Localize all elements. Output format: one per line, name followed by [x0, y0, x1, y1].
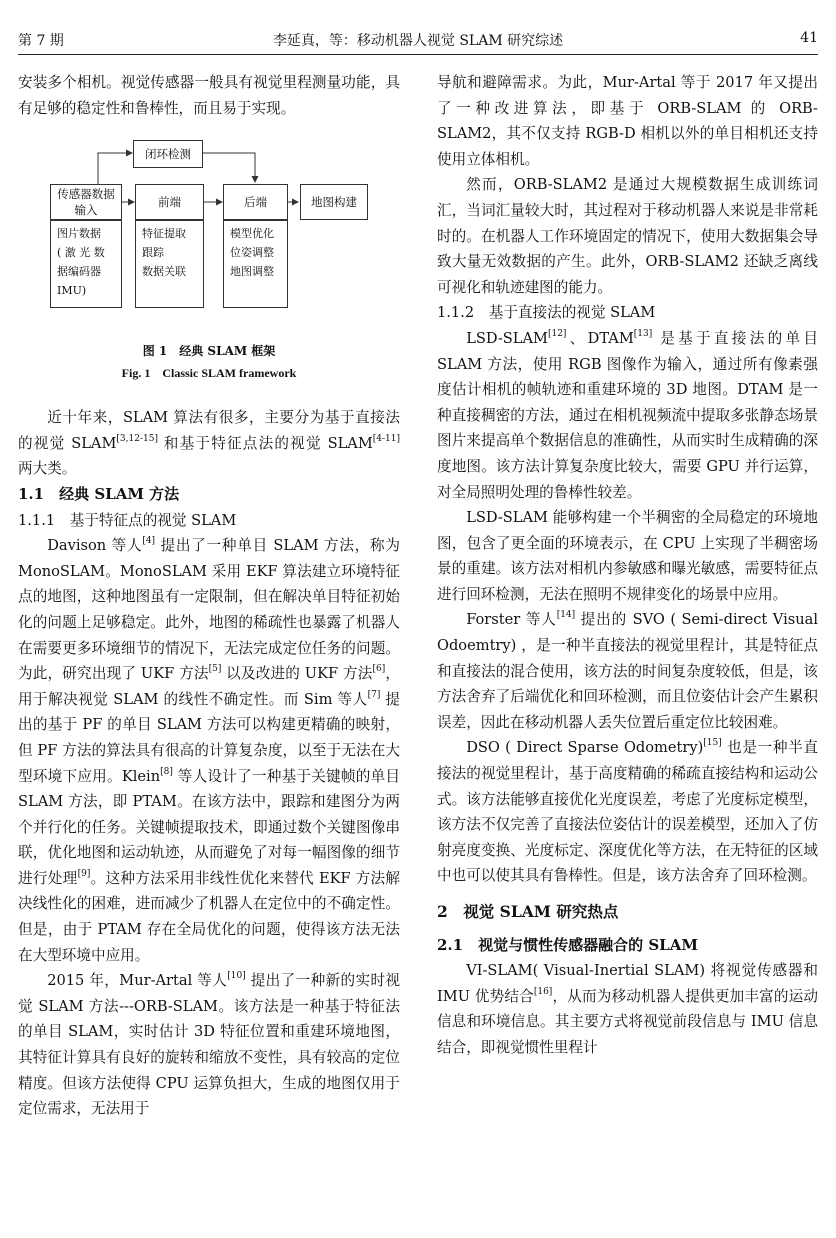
- sensor-input-box: [50, 184, 122, 220]
- loop-detection-box: [133, 140, 203, 168]
- left-column: [18, 70, 400, 1122]
- frontend-label: 前端: [158, 195, 181, 210]
- citation: [5]: [208, 664, 222, 675]
- page-number: 41: [800, 30, 818, 46]
- citation: [3,12-15]: [116, 433, 158, 444]
- citation: [7]: [367, 689, 381, 700]
- frontend-box: [135, 184, 204, 220]
- section-heading: 2 视觉 SLAM 研究热点: [437, 902, 619, 921]
- citation: [15]: [703, 738, 722, 749]
- citation: [4]: [142, 536, 156, 547]
- paragraph: Davison 等人[4] 提出了一种单目 SLAM 方法，称为 MonoSLAM。MonoSLAM 采用 EKF 算法建立环境特征点的地图，这种地图虽有一定限制，但在解决单目特征初始化的问题上足够稳定。此外，地图的稀疏性也暴露了机器人在需要更多环境细节的情况下，无法完成定位任务的问题。为此，研究出现了 UKF 方法[5] 以及改进的 UKF 方法[6]，用于解决视觉 SLAM 的线性不确定性。而 Sim 等人[7] 提出的基于 PF 的单目 SLAM 方法可以构建更精确的映射，但 PF 方法的算法具有很高的计算复杂度，以至于无法在大型环境下应用。Klein[8] 等人设计了一种基于关键帧的单目 SLAM 方法，即 PTAM。在该方法中，跟踪和建图分为两个并行化的任务。关键帧提取技术，即通过数个关键图像串联，优化地图和运动轨迹，从而避免了对每一幅图像的细节进行处理[9]。这种方法采用非线性优化来替代 EKF 方法解决线性化的困难，进而减少了机器人在定位中的不确定性。但是，由于 PTAM 存在全局优化的问题，使得该方法无法在大型环境中应用。: [18, 536, 401, 964]
- sensor-input-label: 传感器数据 输入: [57, 187, 115, 218]
- citation: [9]: [77, 868, 91, 879]
- paragraph: 安装多个相机。视觉传感器一般具有视觉里程测量功能，具有足够的稳定性和鲁棒性，而且易于实现。: [18, 74, 400, 117]
- sensor-detail-box: 图片数据 ( 激 光 数 据编码器 IMU): [50, 220, 122, 308]
- subsection-heading: 2.1 视觉与惯性传感器融合的 SLAM: [437, 935, 698, 954]
- figure-caption-cn: 图 1 经典 SLAM 框架: [142, 344, 276, 359]
- paragraph: DSO ( Direct Sparse Odometry)[15] 也是一种半直接法的视觉里程计，基于高度精确的稀疏直接结构和运动公式。该方法能够直接优化光度误差，考虑了光度标定模型，该方法不仅完善了直接法位姿估计的误差模型，还加入了仿射亮度变换、光度标定、深度优化等方法，在无特征的区域中也可以使其具有鲁棒性。但是，该方法舍弃了回环检测。: [437, 738, 819, 885]
- running-title: 李延真，等：移动机器人视觉 SLAM 研究综述: [272, 33, 564, 49]
- issue-number: 第 7 期: [18, 33, 64, 49]
- citation: [8]: [160, 766, 173, 777]
- frontend-detail-box: 特征提取 跟踪 数据关联: [135, 220, 204, 308]
- paragraph: Forster 等人[14] 提出的 SVO ( Semi-direct Visual Odoemtry) ，是一种半直接法的视觉里程计，其是特征点和直接法的混合使用，该方法的时间复杂度较低，但是，该方法舍弃了后端优化和回环检测，而且位姿估计会产生累积误差，因此在移动机器人丢失位置后重定位比较困难。: [437, 610, 818, 731]
- paragraph: 近十年来，SLAM 算法有很多，主要分为基于直接法的视觉 SLAM[3,12-15] 和基于特征点法的视觉 SLAM[4-11] 两大类。: [18, 409, 401, 478]
- paragraph: LSD-SLAM[12]、DTAM[13] 是基于直接法的单目 SLAM 方法，使用 RGB 图像作为输入，通过所有像素强度估计相机的帧轨迹和重建环境的 3D 地图。DTAM 是一种直接稠密的方法，通过在相机视频流中提取多张静态场景图片来提高单个数据信息的准确性，从而实时生成精确的深度地图。该方法计算复杂度比较大，需要 GPU 并行运算，对全局照明处理的鲁棒性较差。: [437, 328, 818, 501]
- citation: [13]: [633, 328, 653, 339]
- citation: [16]: [533, 986, 553, 997]
- citation: [14]: [556, 610, 576, 621]
- map-building-box: [300, 184, 368, 220]
- paragraph: LSD-SLAM 能够构建一个半稠密的全局稳定的环境地图，包含了更全面的环境表示，在 CPU 上实现了半稠密场景的重建。该方法对相机内参敏感和曝光敏感，需要特征点进行回环检测，无法在照明不规律变化的场景中应用。: [437, 509, 818, 603]
- citation: [12]: [547, 328, 567, 339]
- figure-1: [18, 135, 400, 385]
- backend-detail-box: 模型优化 位姿调整 地图调整: [223, 220, 288, 308]
- loop-detection-label: 闭环检测: [145, 147, 191, 162]
- paragraph: 2015 年，Mur-Artal 等人[10] 提出了一种新的实时视觉 SLAM 方法---ORB-SLAM。该方法是一种基于特征法的单目 SLAM，实时估计 3D 特征位置和重建环境地图，其特征计算具有良好的旋转和缩放不变性，具有较高的定位精度。但该方法使得 CPU 运算负担大，生成的地图仅用于定位需求，无法用于: [18, 971, 401, 1118]
- section-heading: 1.1 经典 SLAM 方法: [18, 484, 180, 503]
- arrow-sensor-loop: [98, 153, 132, 184]
- citation: [10]: [227, 971, 246, 982]
- right-column: [437, 70, 818, 1061]
- backend-box: [223, 184, 288, 220]
- running-header: [18, 28, 818, 55]
- arrow-loop-back: [203, 153, 255, 182]
- map-building-label: 地图构建: [311, 195, 357, 210]
- subsection-heading: 1.1.2 基于直接法的视觉 SLAM: [437, 304, 656, 322]
- paragraph: 导航和避障需求。为此，Mur-Artal 等于 2017 年又提出了一种改进算法，即基于 ORB-SLAM 的 ORB-SLAM2，其不仅支持 RGB-D 相机以外的单目相机还支持使用立体相机。: [437, 74, 818, 168]
- subsection-heading: 1.1.1 基于特征点的视觉 SLAM: [18, 511, 237, 529]
- figure-caption-en: Fig. 1 Classic SLAM framework: [121, 366, 297, 381]
- citation: [4-11]: [372, 433, 401, 444]
- backend-label: 后端: [244, 195, 267, 210]
- paragraph: 然而，ORB-SLAM2 是通过大规模数据生成训练词汇，当词汇量较大时，其过程对于移动机器人来说是非常耗时的。在机器人工作环境固定的情况下，使用大数据集会导致大量无效数据的产生。此外，ORB-SLAM2 还缺乏离线可视化和轨迹建图的能力。: [437, 176, 818, 296]
- paragraph: VI-SLAM( Visual-Inertial SLAM) 将视觉传感器和 IMU 优势结合[16]，从而为移动机器人提供更加丰富的运动信息和环境信息。其主要方式将视觉前段信息与 IMU 信息结合，即视觉惯性里程计: [437, 962, 818, 1056]
- citation: [6]: [372, 664, 386, 675]
